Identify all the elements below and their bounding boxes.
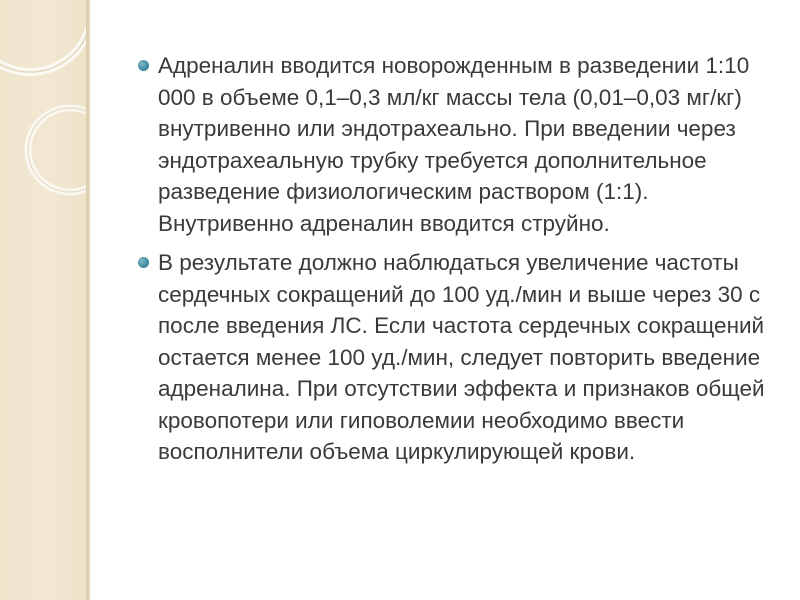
bullet-item-adrenaline-dosage	[136, 50, 776, 239]
bullet-dot-icon	[138, 257, 149, 268]
bullet-list	[136, 50, 776, 476]
bullet-dot-icon	[138, 60, 149, 71]
bullet-text: В результате должно наблюдаться увеличение частоты сердечных сокращений до 100 уд./мин и выше через 30 с после введения ЛС. Если частота сердечных сокращений остается менее 100 уд./мин, следует повторить введение адреналина. При отсутствии эффекта и признаков общей кровопотери или гиповолемии необходимо ввести восполнители объема циркулирующей крови.	[158, 250, 765, 464]
side-band-edge	[86, 0, 90, 600]
bullet-item-expected-result	[136, 247, 776, 468]
decorative-side-band	[0, 0, 90, 600]
bullet-text: Адреналин вводится новорожденным в разведении 1:10 000 в объеме 0,1–0,3 мл/кг массы тела (0,01–0,03 мг/кг) внутривенно или эндотрахеально. При введении через эндотрахеальную трубку требуется дополнительное разведение физиологическим раствором (1:1). Внутривенно адреналин вводится струйно.	[158, 53, 750, 236]
decorative-circles-ornament	[0, 0, 90, 600]
